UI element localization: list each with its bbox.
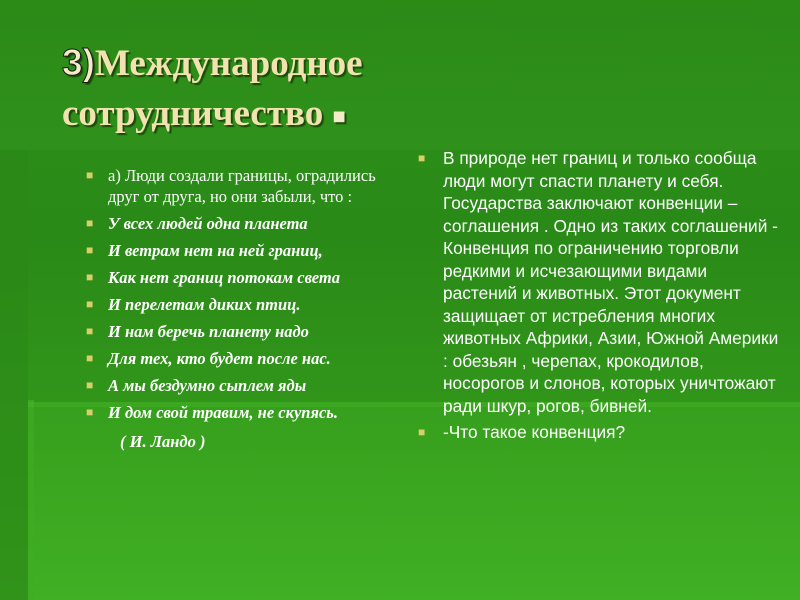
list-item: [86, 321, 376, 342]
list-item: [86, 213, 376, 234]
poem-line: А мы бездумно сыплем яды: [108, 376, 307, 395]
question-text: -Что такое конвенция?: [443, 422, 626, 442]
info-column: [418, 147, 780, 448]
square-bullet-icon: ■: [86, 270, 94, 284]
poem-line: Для тех, кто будет после нас.: [108, 349, 331, 368]
intro-text: а) Люди создали границы, оградились друг от друга, но они забыли, что :: [108, 166, 376, 206]
square-bullet-icon: ■: [86, 378, 94, 392]
list-item: [86, 375, 376, 396]
square-bullet-icon: ■: [86, 216, 94, 230]
square-bullet-icon: ■: [86, 297, 94, 311]
square-bullet-icon: ■: [86, 405, 94, 419]
list-item: [418, 147, 780, 417]
square-bullet-icon: ■: [418, 151, 426, 165]
square-bullet-icon: ■: [418, 425, 426, 439]
poem-line: И дом свой травим, не скупясь.: [108, 403, 338, 422]
list-item: [86, 294, 376, 315]
list-item: [86, 267, 376, 288]
poem-line: Как нет границ потокам света: [108, 268, 340, 287]
title-text: Международное сотрудничество: [62, 43, 363, 134]
poem-line: И ветрам нет на ней границ,: [108, 241, 323, 260]
list-item: [86, 348, 376, 369]
title-number: 3): [62, 42, 95, 83]
square-bullet-icon: ■: [86, 351, 94, 365]
square-bullet-icon: ■: [86, 324, 94, 338]
square-bullet-icon: ■: [86, 168, 94, 182]
poem-line: И нам беречь планету надо: [108, 322, 309, 341]
list-item: [418, 421, 780, 444]
list-item: [86, 165, 376, 207]
convention-paragraph: В природе нет границ и только сообща люди могут спасти планету и себя. Государства заключают конвенции – соглашения . Одно из таких соглашений - Конвенция по ограничению торговли редкими и исчезающими видами растений и животных. Этот документ защищает от истребления многих животных Африки, Азии, Южной Америки : обезьян , черепах, крокодилов, носорогов и слонов, которых уничтожают ради шкур, рогов, бивней.: [443, 148, 779, 416]
square-bullet-icon: ■: [86, 243, 94, 257]
list-item: [86, 402, 376, 423]
poem-line: И перелетам диких птиц.: [108, 295, 301, 314]
slide-title: [62, 38, 442, 142]
list-item: [86, 240, 376, 261]
poem-author: ( И. Ландо ): [120, 432, 206, 451]
poem-line: У всех людей одна планета: [108, 214, 308, 233]
background-left-band: [0, 150, 28, 600]
poem-column: [86, 165, 376, 452]
title-dot-icon: ■: [332, 103, 346, 129]
decorative-vertical-line: [28, 400, 34, 600]
